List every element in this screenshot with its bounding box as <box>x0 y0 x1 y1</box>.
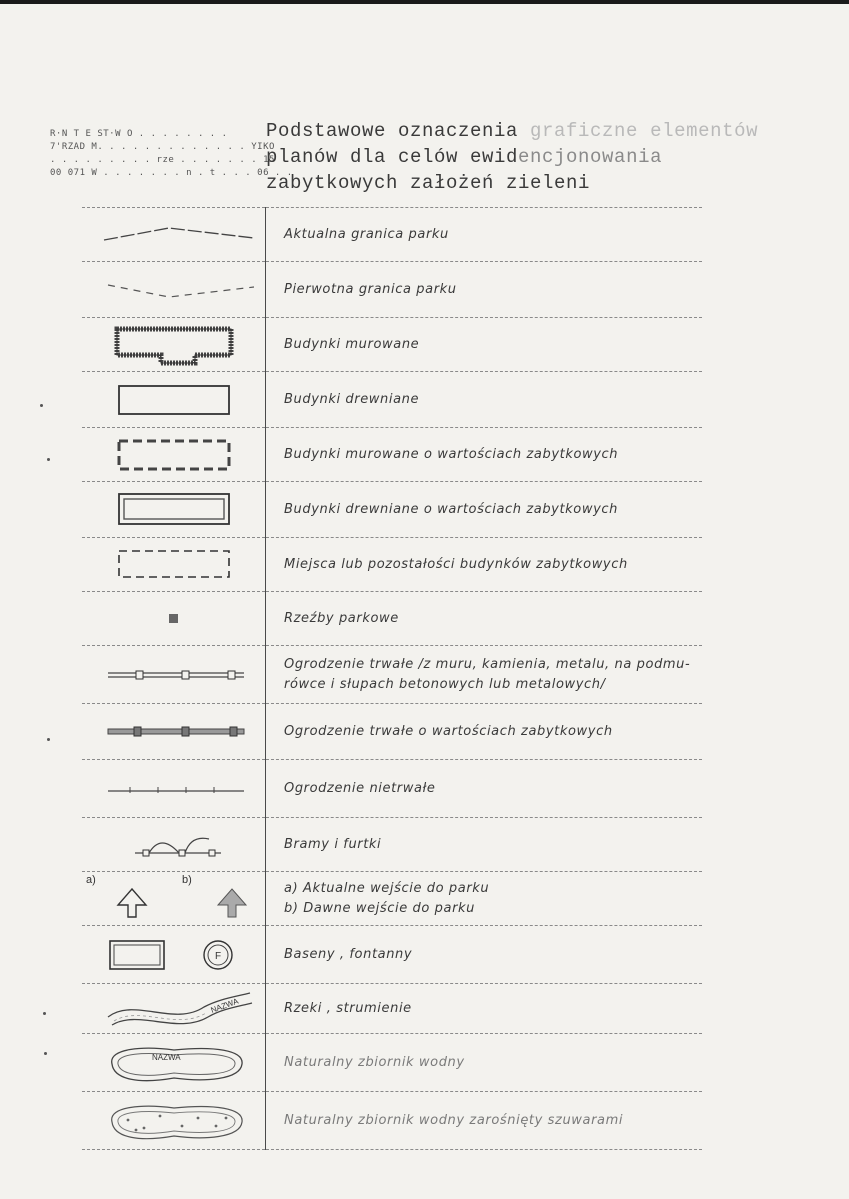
legend-label-line-1: Ogrodzenie trwałe /z muru, kamienia, metalu, na podmu- <box>284 656 691 672</box>
option-b-label: b) <box>182 874 192 886</box>
line-park-boundary-original-icon <box>94 275 254 305</box>
legend-row <box>82 1092 702 1150</box>
legend-symbol-cell <box>82 984 266 1034</box>
legend-row <box>82 872 702 926</box>
option-a-label: a) <box>86 874 96 886</box>
legend-row <box>82 704 702 760</box>
legend-label-line-1: a) Aktualne wejście do parku <box>284 880 490 896</box>
legend-label-line-2: b) Dawne wejście do parku <box>284 900 476 916</box>
historic-wooden-building-icon <box>109 488 239 532</box>
legend-label: Baseny , fontanny <box>266 926 703 984</box>
natural-pond-icon <box>94 1038 254 1088</box>
stamp-line-2: 7'RZAD M. . . . . . . . . . . . . YIKO <box>50 142 275 152</box>
legend-row <box>82 592 702 646</box>
temporary-fence-icon <box>94 777 254 801</box>
margin-mark <box>40 404 43 407</box>
historic-masonry-building-icon <box>109 433 239 477</box>
margin-mark <box>47 458 50 461</box>
wooden-building-icon <box>109 380 239 420</box>
legend-symbol-cell <box>82 482 266 538</box>
legend-label: Ogrodzenie trwałe o wartościach zabytkowych <box>266 704 703 760</box>
legend-symbol-cell <box>82 262 266 318</box>
legend-label: Miejsca lub pozostałości budynków zabytkowych <box>266 538 703 592</box>
legend-symbol-cell <box>82 372 266 428</box>
pools-fountains-icon <box>94 933 254 977</box>
permanent-fence-icon <box>94 663 254 687</box>
title-line-2-faint: encjonowania <box>518 146 663 168</box>
legend-symbol-cell <box>82 428 266 482</box>
stamp-line-1: R·N T E ST·W O . . . . . . . . <box>50 129 228 139</box>
legend-symbol-cell <box>82 592 266 646</box>
sculpture-icon <box>159 609 189 629</box>
margin-mark <box>47 738 50 741</box>
legend-label: Bramy i furtki <box>266 818 703 872</box>
legend-symbol-cell <box>82 704 266 760</box>
stamp-line-3: . . . . . . . . . rze . . . . . . . 15 <box>50 155 275 165</box>
title-line-2-main: planów dla celów ewid <box>266 146 519 168</box>
legend-label-line-2: rówce i słupach betonowych lub metalowych/ <box>284 676 606 692</box>
legend-label: Budynki murowane o wartościach zabytkowych <box>266 428 703 482</box>
legend-row <box>82 646 702 704</box>
legend-symbol-cell <box>82 208 266 262</box>
line-park-boundary-current-icon <box>94 220 254 250</box>
masonry-building-icon <box>109 323 239 367</box>
legend-label <box>266 646 703 704</box>
legend-row <box>82 428 702 482</box>
legend-symbol-cell <box>82 926 266 984</box>
legend-table <box>82 207 702 1150</box>
margin-mark <box>43 1012 46 1015</box>
fountain-letter: F <box>214 950 221 962</box>
entrance-arrows-icon <box>94 877 254 921</box>
legend-row <box>82 760 702 818</box>
legend-label: Naturalny zbiornik wodny zarośnięty szuwarami <box>266 1092 703 1150</box>
legend-row <box>82 318 702 372</box>
legend-label: Rzeźby parkowe <box>266 592 703 646</box>
title-line-3: zabytkowych założeń zieleni <box>266 172 591 194</box>
office-stamp <box>50 128 293 180</box>
legend-row <box>82 208 702 262</box>
legend-label: Naturalny zbiornik wodny <box>266 1034 703 1092</box>
historic-permanent-fence-icon <box>94 720 254 744</box>
overgrown-pond-icon <box>94 1096 254 1146</box>
title-line-1-main: Podstawowe oznaczenia <box>266 120 531 142</box>
stamp-line-4: 00 071 W . . . . . . . n . t . . . 06 . . <box>50 168 293 178</box>
legend-label: Budynki drewniane <box>266 372 703 428</box>
legend-row <box>82 262 702 318</box>
former-entrance-arrow-icon <box>218 889 246 917</box>
legend-label: Ogrodzenie nietrwałe <box>266 760 703 818</box>
legend-label <box>266 872 703 926</box>
title-line-2 <box>266 144 706 170</box>
legend-row <box>82 372 702 428</box>
legend-row <box>82 984 702 1034</box>
legend-symbol-cell <box>82 818 266 872</box>
legend-row <box>82 482 702 538</box>
legend-row <box>82 926 702 984</box>
legend-symbol-cell <box>82 646 266 704</box>
legend-symbol-cell <box>82 872 266 926</box>
legend-label: Rzeki , strumienie <box>266 984 703 1034</box>
legend-symbol-cell <box>82 760 266 818</box>
document-title <box>266 118 759 196</box>
legend-row <box>82 818 702 872</box>
pond-name: NAZWA <box>151 1052 181 1062</box>
legend-symbol-cell <box>82 1092 266 1150</box>
margin-mark <box>44 1052 47 1055</box>
title-line-1 <box>266 118 759 144</box>
legend-row <box>82 538 702 592</box>
legend-symbol-cell <box>82 538 266 592</box>
legend-symbol-cell <box>82 318 266 372</box>
river-name: NAZWA <box>209 996 240 1015</box>
legend-label: Pierwotna granica parku <box>266 262 703 318</box>
legend-label: Aktualna granica parku <box>266 208 703 262</box>
gates-icon <box>109 825 239 865</box>
paper-top-edge <box>0 0 849 4</box>
legend-row <box>82 1034 702 1092</box>
title-line-1-faint: graficzne elementów <box>530 120 759 142</box>
current-entrance-arrow-icon <box>118 889 146 917</box>
legend-label: Budynki drewniane o wartościach zabytkowych <box>266 482 703 538</box>
building-remains-icon <box>109 545 239 585</box>
legend-symbol-cell <box>82 1034 266 1092</box>
legend-label: Budynki murowane <box>266 318 703 372</box>
river-icon <box>94 987 254 1031</box>
